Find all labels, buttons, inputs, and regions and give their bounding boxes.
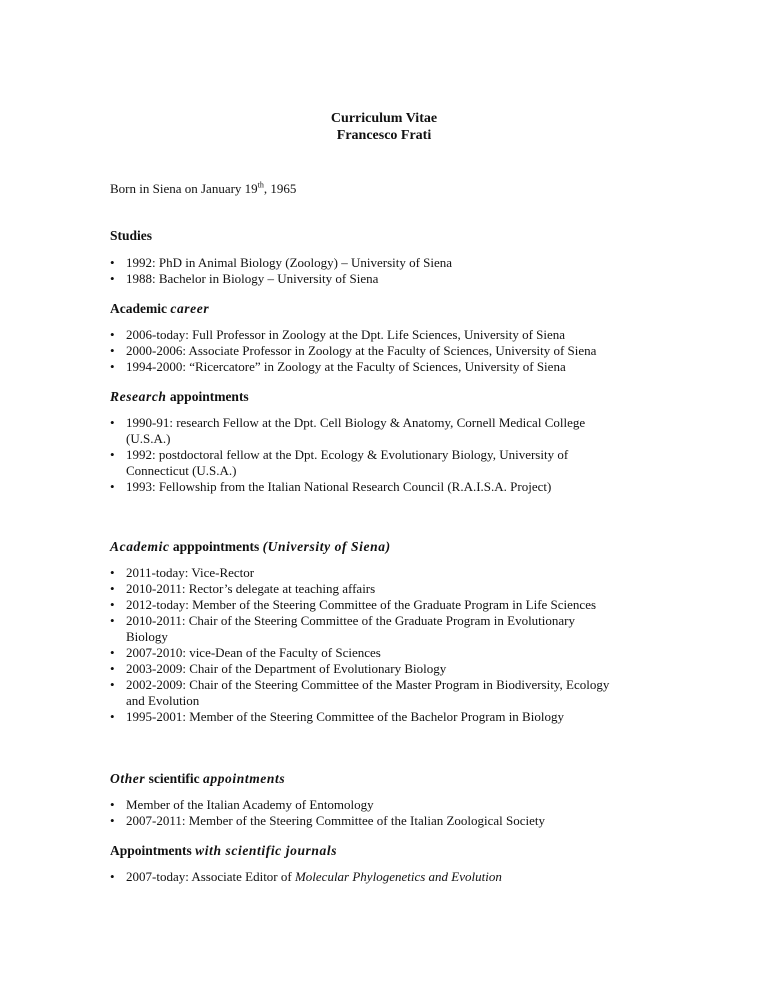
item-line: • 2010-2011: Rector’s delegate at teaching affairs [126,581,376,596]
heading-text: apppointments [169,539,263,554]
item-line: • 2007-2010: vice-Dean of the Faculty of Sciences [126,645,381,660]
academic-appointments-list [110,565,670,725]
heading-italic-text-2: appointments [203,771,286,786]
heading-text: scientific [145,771,203,786]
item-line: • 1990-91: research Fellow at the Dpt. Cell Biology & Anatomy, Cornell Medical College [126,415,586,430]
list-item [110,415,670,447]
list-item [110,613,670,645]
list-item: • 2000-2006: Associate Professor in Zoology at the Faculty of Sciences, University of Siena [110,343,670,359]
studies-heading: Studies [110,228,153,243]
list-item [110,677,670,709]
item-line: • 2010-2011: Chair of the Steering Committee of the Graduate Program in Evolutionary [126,613,576,628]
heading-italic-text: Research [110,389,167,404]
birth-ordinal: th [257,180,264,190]
journal-appointments-heading [110,843,337,859]
person-name: Francesco Frati [336,128,432,143]
item-line-cont: Connecticut (U.S.A.) [126,463,237,478]
heading-italic-text: Other [110,771,146,786]
research-list [110,415,670,495]
list-item [110,661,670,677]
academic-career-list [110,327,670,375]
heading-text: Academic [110,301,171,316]
journal-name: Molecular Phylogenetics and Evolution [294,869,502,884]
list-item: • 2006-today: Full Professor in Zoology at the Dpt. Life Sciences, University of Siena [110,327,670,343]
document-title: Curriculum Vitae [330,111,438,126]
list-item: • 1988: Bachelor in Biology – University of Siena [110,271,670,287]
research-heading [110,389,249,405]
birth-info [110,181,296,197]
heading-italic-text: with scientific journals [195,843,338,858]
list-item [110,581,670,597]
other-appointments-heading [110,771,285,787]
item-line-cont: and Evolution [126,693,200,708]
academic-career-heading [110,301,209,317]
item-line: • 1992: postdoctoral fellow at the Dpt. Ecology & Evolutionary Biology, University of [126,447,569,462]
heading-italic-text-2: (University of Siena) [262,539,391,554]
list-item [110,869,670,885]
heading-text: Appointments [110,843,196,858]
list-item: • 1992: PhD in Animal Biology (Zoology) – University of Siena [110,255,670,271]
item-line: • 2002-2009: Chair of the Steering Committee of the Master Program in Biodiversity, Ecology [126,677,610,692]
item-line: • 1995-2001: Member of the Steering Committee of the Bachelor Program in Biology [126,709,564,724]
item-line-cont: Biology [126,629,168,644]
list-item [110,565,670,581]
item-line: • 1993: Fellowship from the Italian National Research Council (R.A.I.S.A. Project) [126,479,552,494]
journal-appointments-list [110,869,670,885]
list-item: • 1994-2000: “Ricercatore” in Zoology at the Faculty of Sciences, University of Siena [110,359,670,375]
list-item: • Member of the Italian Academy of Entomology [110,797,670,813]
heading-italic-text: career [170,301,210,316]
item-line-cont: (U.S.A.) [126,431,171,446]
list-item [110,447,670,479]
birth-year: , 1965 [263,181,297,196]
item-text: 2007-today: Associate Editor of [126,869,295,884]
list-item [110,709,670,725]
item-line: • 2012-today: Member of the Steering Committee of the Graduate Program in Life Sciences [126,597,597,612]
heading-text: appointments [166,389,249,404]
list-item: • 2007-2011: Member of the Steering Committee of the Italian Zoological Society [110,813,670,829]
other-appointments-list [110,797,670,829]
birth-text: Born in Siena on January 19 [110,181,258,196]
list-item [110,479,670,495]
item-line: • 2011-today: Vice-Rector [126,565,255,580]
studies-list [110,255,670,287]
heading-italic-text: Academic [110,539,170,554]
list-item [110,597,670,613]
list-item [110,645,670,661]
item-line: • 2003-2009: Chair of the Department of Evolutionary Biology [126,661,447,676]
academic-appointments-heading [110,539,391,555]
